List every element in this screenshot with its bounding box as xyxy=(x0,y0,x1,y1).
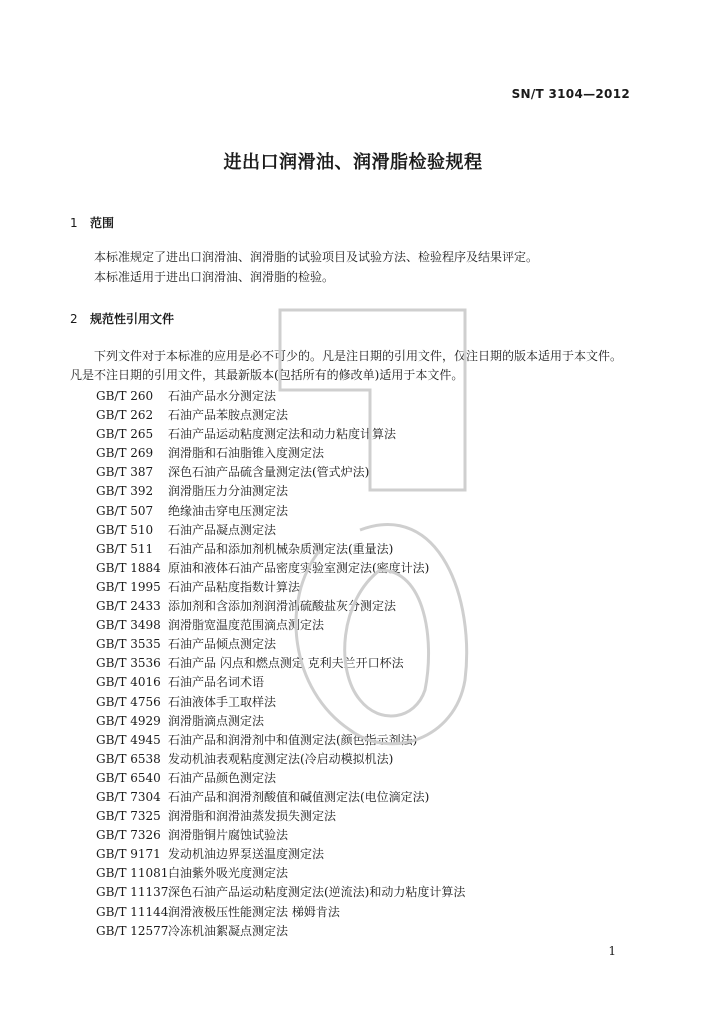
reference-item xyxy=(96,750,636,769)
reference-item xyxy=(96,597,636,616)
reference-item xyxy=(96,693,636,712)
reference-title: 润滑脂滴点测定法 xyxy=(168,713,265,728)
reference-code: GB/T 1995 xyxy=(96,579,161,594)
reference-title: 原油和液体石油产品密度实验室测定法(密度计法) xyxy=(168,560,430,575)
reference-item xyxy=(96,673,636,692)
reference-code: GB/T 1884 xyxy=(96,560,161,575)
reference-item xyxy=(96,444,636,463)
reference-code: GB/T 387 xyxy=(96,465,154,480)
reference-item xyxy=(96,864,636,883)
reference-title: 润滑脂铜片腐蚀试验法 xyxy=(168,828,289,843)
reference-title: 润滑脂和润滑油蒸发损失测定法 xyxy=(168,809,337,824)
reference-item xyxy=(96,540,636,559)
reference-title: 润滑脂宽温度范围滴点测定法 xyxy=(168,618,325,633)
reference-title: 石油产品 闪点和燃点测定 克利夫兰开口杯法 xyxy=(168,656,404,671)
reference-item xyxy=(96,521,636,540)
reference-title: 深色石油产品硫含量测定法(管式炉法) xyxy=(168,465,370,480)
reference-code: GB/T 11137 xyxy=(96,885,169,900)
reference-title: 石油产品和添加剂机械杂质测定法(重量法) xyxy=(168,541,394,556)
reference-title: 石油产品运动粘度测定法和动力粘度计算法 xyxy=(168,427,397,442)
reference-item xyxy=(96,788,636,807)
references-intro: 下列文件对于本标准的应用是必不可少的。凡是注日期的引用文件，仅注日期的版本适用于本文件。凡是不注日期的引用文件，其最新版本(包括所有的修改单)适用于本文件。 xyxy=(70,349,623,382)
reference-title: 白油紫外吸光度测定法 xyxy=(168,866,289,881)
reference-title: 石油产品凝点测定法 xyxy=(168,522,277,537)
reference-code: GB/T 6538 xyxy=(96,751,161,766)
reference-item xyxy=(96,654,636,673)
reference-code: GB/T 262 xyxy=(96,408,154,423)
section-2-number: 2 xyxy=(70,312,78,326)
reference-title: 添加剂和含添加剂润滑油硫酸盐灰分测定法 xyxy=(168,599,397,614)
section-2-title: 规范性引用文件 xyxy=(90,312,175,326)
reference-code: GB/T 9171 xyxy=(96,847,161,862)
section-1-number: 1 xyxy=(70,216,78,230)
reference-item xyxy=(96,578,636,597)
reference-code: GB/T 7326 xyxy=(96,828,161,843)
reference-item xyxy=(96,883,636,902)
reference-item xyxy=(96,387,636,406)
reference-title: 冷冻机油絮凝点测定法 xyxy=(168,923,289,938)
reference-item xyxy=(96,922,636,941)
reference-title: 润滑脂压力分油测定法 xyxy=(168,484,289,499)
reference-code: GB/T 265 xyxy=(96,427,154,442)
scope-paragraph-2: 本标准适用于进出口润滑油、润滑脂的检验。 xyxy=(94,270,335,284)
reference-title: 石油产品和润滑剂中和值测定法(颜色指示剂法) xyxy=(168,732,418,747)
reference-code: GB/T 11081 xyxy=(96,866,169,881)
reference-item xyxy=(96,807,636,826)
reference-code: GB/T 2433 xyxy=(96,599,161,614)
section-2-heading xyxy=(70,310,174,327)
reference-item xyxy=(96,463,636,482)
reference-title: 发动机油表观粘度测定法(冷启动模拟机法) xyxy=(168,751,394,766)
reference-code: GB/T 4016 xyxy=(96,675,161,690)
reference-item xyxy=(96,731,636,750)
reference-title: 石油产品颜色测定法 xyxy=(168,770,277,785)
reference-title: 石油产品粘度指数计算法 xyxy=(168,579,301,594)
document-title: 进出口润滑油、润滑脂检验规程 xyxy=(223,152,483,173)
reference-title: 深色石油产品运动粘度测定法(逆流法)和动力粘度计算法 xyxy=(168,885,466,900)
reference-code: GB/T 510 xyxy=(96,522,154,537)
reference-item xyxy=(96,845,636,864)
reference-code: GB/T 7304 xyxy=(96,789,161,804)
reference-code: GB/T 507 xyxy=(96,503,154,518)
reference-title: 石油产品名词术语 xyxy=(168,675,265,690)
reference-item xyxy=(96,712,636,731)
reference-title: 润滑脂和石油脂锥入度测定法 xyxy=(168,446,325,461)
reference-item xyxy=(96,616,636,635)
reference-code: GB/T 4945 xyxy=(96,732,161,747)
reference-code: GB/T 260 xyxy=(96,389,154,403)
reference-title: 润滑液极压性能测定法 梯姆肯法 xyxy=(168,904,340,919)
reference-item xyxy=(96,769,636,788)
reference-item xyxy=(96,425,636,444)
reference-item xyxy=(96,903,636,922)
reference-code: GB/T 3498 xyxy=(96,618,161,633)
reference-item xyxy=(96,482,636,501)
reference-item xyxy=(96,826,636,845)
reference-code: GB/T 3536 xyxy=(96,656,161,671)
reference-title: 石油产品倾点测定法 xyxy=(168,637,277,652)
reference-title: 绝缘油击穿电压测定法 xyxy=(168,503,289,518)
reference-code: GB/T 511 xyxy=(96,541,154,556)
standard-number: SN/T 3104—2012 xyxy=(511,87,630,101)
reference-list xyxy=(96,387,636,941)
reference-title: 石油产品和润滑剂酸值和碱值测定法(电位滴定法) xyxy=(168,789,430,804)
reference-title: 石油液体手工取样法 xyxy=(168,694,277,709)
reference-code: GB/T 7325 xyxy=(96,809,161,824)
reference-code: GB/T 392 xyxy=(96,484,154,499)
reference-title: 石油产品苯胺点测定法 xyxy=(168,408,289,423)
reference-item xyxy=(96,559,636,578)
reference-code: GB/T 4929 xyxy=(96,713,161,728)
reference-title: 发动机油边界泵送温度测定法 xyxy=(168,847,325,862)
reference-title: 石油产品水分测定法 xyxy=(168,389,277,403)
reference-item xyxy=(96,635,636,654)
reference-item xyxy=(96,406,636,425)
reference-code: GB/T 11144 xyxy=(96,904,169,919)
reference-code: GB/T 3535 xyxy=(96,637,161,652)
section-1-heading xyxy=(70,214,114,231)
reference-code: GB/T 6540 xyxy=(96,770,161,785)
page-number: 1 xyxy=(608,944,616,958)
reference-code: GB/T 4756 xyxy=(96,694,161,709)
scope-paragraph-1: 本标准规定了进出口润滑油、润滑脂的试验项目及试验方法、检验程序及结果评定。 xyxy=(94,250,539,264)
section-1-title: 范围 xyxy=(90,216,115,230)
reference-item xyxy=(96,502,636,521)
reference-code: GB/T 269 xyxy=(96,446,154,461)
reference-code: GB/T 12577 xyxy=(96,923,169,938)
